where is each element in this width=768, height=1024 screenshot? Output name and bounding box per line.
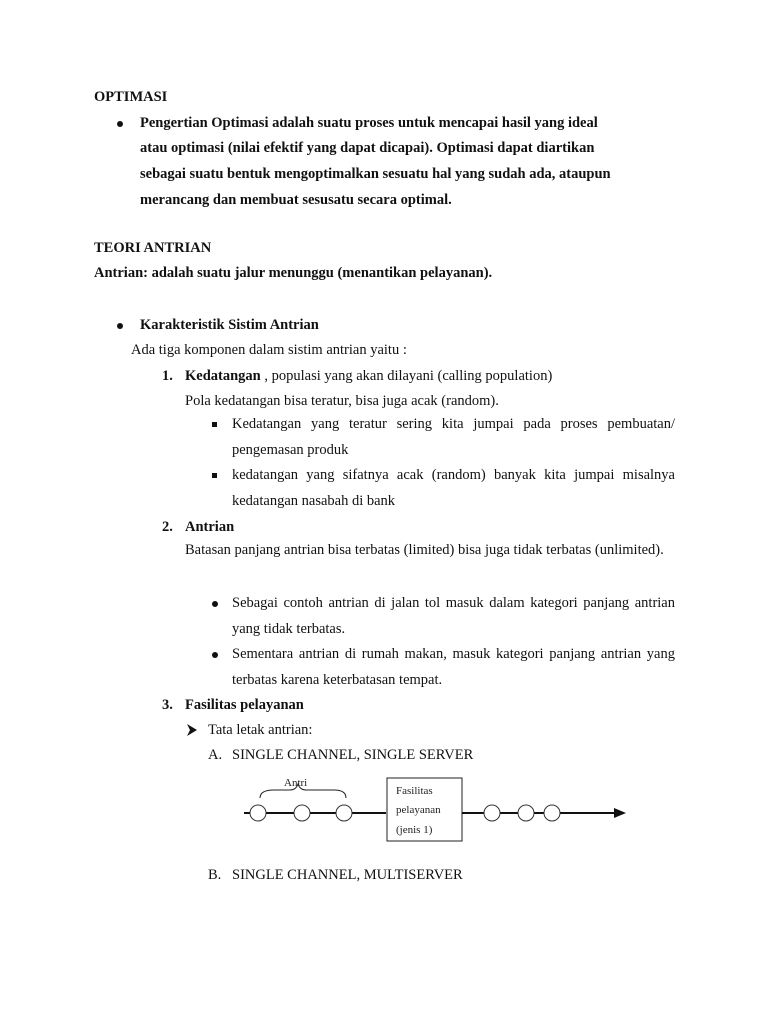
bullet-icon	[212, 601, 218, 607]
item-2-title: Antrian	[185, 519, 235, 535]
item-1-subitem-2: kedatangan yang sifatnya acak (random) banyak kita jumpai misalnya kedatangan nasabah di bank	[232, 467, 675, 509]
layout-b-label: SINGLE CHANNEL, MULTISERVER	[232, 867, 463, 883]
customer-circle	[294, 805, 310, 821]
bullet-icon	[212, 652, 218, 658]
teori-heading: TEORI ANTRIAN	[94, 240, 212, 256]
square-bullet-icon	[212, 422, 217, 427]
optimasi-line-4: merancang dan membuat sesusatu secara optimal.	[140, 192, 452, 208]
layout-letter: B.	[208, 867, 222, 883]
item-number: 3.	[162, 697, 173, 713]
item-1-description: Pola kedatangan bisa teratur, bisa juga acak (random).	[185, 393, 499, 409]
box-line-1: Fasilitas	[396, 785, 433, 797]
item-1-title: Kedatangan	[185, 368, 261, 384]
arrow-item: Tata letak antrian:	[208, 722, 313, 738]
item-1-subitem-1: Kedatangan yang teratur sering kita jumpai pada proses pembuatan/ pengemasan produk	[232, 416, 675, 458]
queue-label: Antri	[284, 777, 308, 789]
optimasi-line-3: sebagai suatu bentuk mengoptimalkan sesuatu hal yang sudah ada, ataupun	[140, 166, 611, 182]
queue-diagram	[244, 772, 634, 852]
bullet-icon	[117, 323, 123, 329]
optimasi-line-2: atau optimasi (nilai efektif yang dapat dicapai). Optimasi dapat diartikan	[140, 140, 595, 156]
item-2-subitem-1: Sebagai contoh antrian di jalan tol masuk dalam kategori panjang antrian yang tidak terbatas.	[232, 595, 675, 637]
arrow-bullet-icon	[185, 723, 199, 737]
customer-circle	[544, 805, 560, 821]
karakteristik-intro: Ada tiga komponen dalam sistim antrian yaitu :	[131, 342, 407, 358]
item-3-title: Fasilitas pelayanan	[185, 697, 304, 713]
item-number: 2.	[162, 519, 173, 535]
karakteristik-heading: Karakteristik Sistim Antrian	[140, 317, 319, 333]
customer-circle	[250, 805, 266, 821]
customer-circle	[336, 805, 352, 821]
box-line-3: (jenis 1)	[396, 824, 433, 836]
customer-circle	[484, 805, 500, 821]
layout-a-label: SINGLE CHANNEL, SINGLE SERVER	[232, 747, 474, 763]
item-1-title-suffix: , populasi yang akan dilayani (calling population)	[260, 368, 553, 384]
arrow-head-icon	[614, 808, 626, 818]
item-number: 1.	[162, 368, 173, 384]
layout-letter: A.	[208, 747, 223, 763]
item-1-heading	[185, 369, 552, 384]
optimasi-line-1: Pengertian Optimasi adalah suatu proses untuk mencapai hasil yang ideal	[140, 115, 598, 131]
teori-definition: Antrian: adalah suatu jalur menunggu (menantikan pelayanan).	[94, 265, 493, 281]
item-2-description: Batasan panjang antrian bisa terbatas (limited) bisa juga tidak terbatas (unlimited).	[185, 542, 664, 558]
optimasi-heading: OPTIMASI	[94, 89, 168, 105]
bullet-icon	[117, 121, 123, 127]
item-2-subitem-2: Sementara antrian di rumah makan, masuk kategori panjang antrian yang terbatas karena keterbatasan tempat.	[232, 646, 675, 688]
box-line-2: pelayanan	[396, 804, 441, 816]
square-bullet-icon	[212, 473, 217, 478]
customer-circle	[518, 805, 534, 821]
